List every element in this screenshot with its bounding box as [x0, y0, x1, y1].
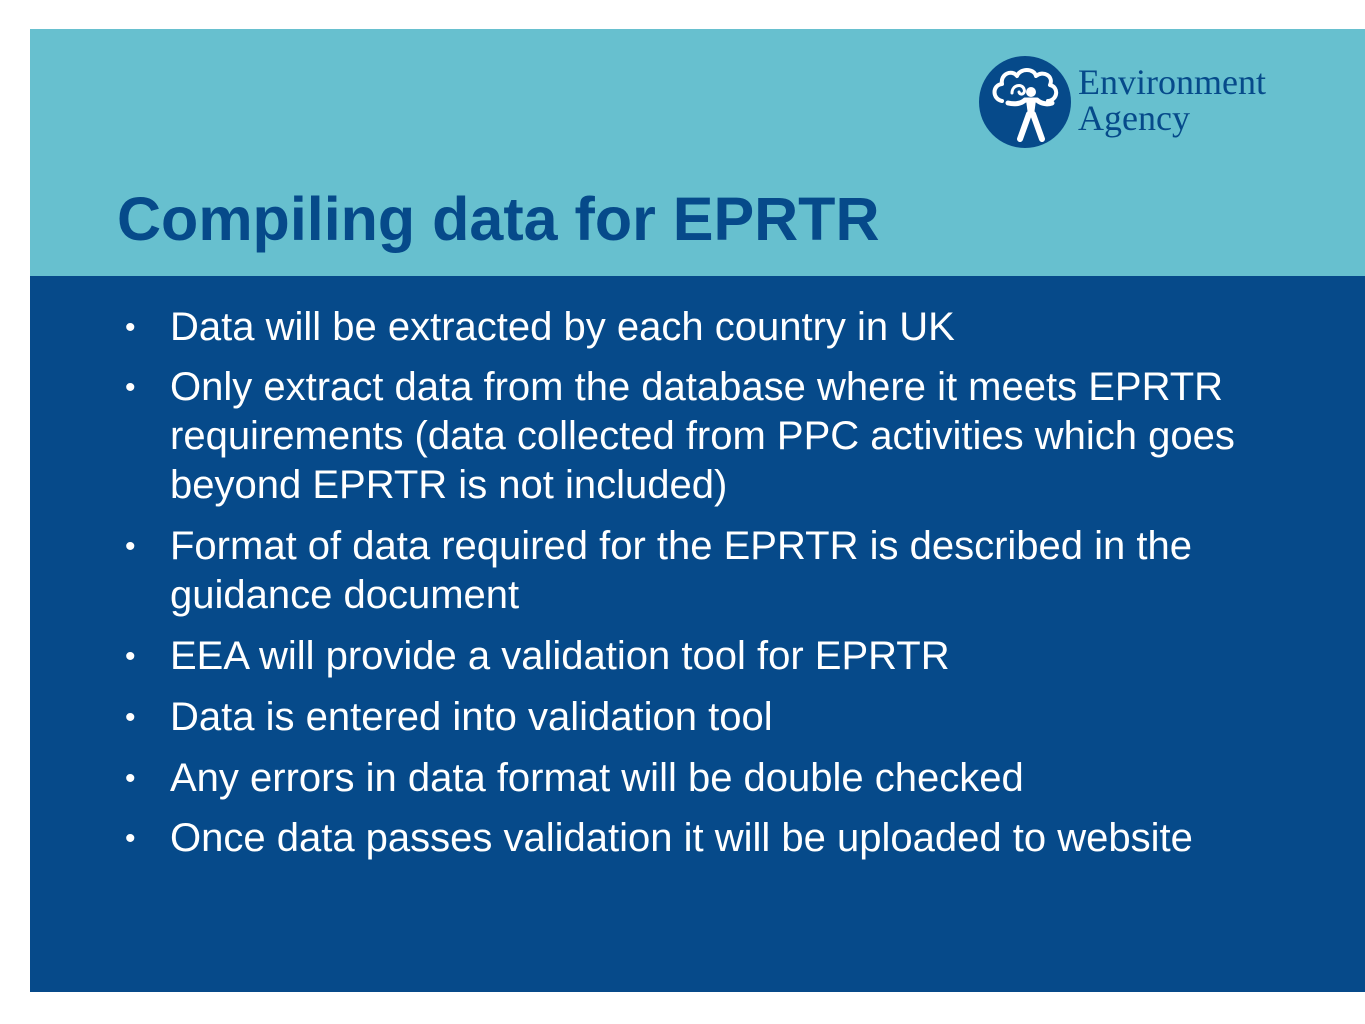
- bullet-dot-icon: •: [125, 530, 136, 563]
- bullet-dot-icon: •: [125, 311, 136, 344]
- bullet-dot-icon: •: [125, 822, 136, 855]
- bullet-text: Format of data required for the EPRTR is described in the guidance document: [170, 524, 1192, 617]
- logo-line-2: Agency: [1078, 98, 1190, 138]
- bullet-text: Only extract data from the database where it meets EPRTR requirements (data collected from PPC activities which goes beyond EPRTR is not included): [170, 365, 1235, 507]
- bullet-dot-icon: •: [125, 640, 136, 673]
- logo-line-1: Environment: [1078, 62, 1266, 102]
- tree-person-icon: [978, 55, 1072, 149]
- bullet-dot-icon: •: [125, 371, 136, 404]
- slide: [30, 29, 1365, 992]
- bullet-dot-icon: •: [125, 701, 136, 734]
- slide-title: Compiling data for EPRTR: [117, 185, 880, 253]
- bullet-text: Any errors in data format will be double checked: [170, 756, 1024, 800]
- bullet-text: EEA will provide a validation tool for EPRTR: [170, 634, 950, 678]
- bullet-text: Data will be extracted by each country in UK: [170, 305, 955, 349]
- bullet-text: Once data passes validation it will be uploaded to website: [170, 816, 1193, 860]
- environment-agency-logo: [978, 55, 1318, 151]
- bullet-text: Data is entered into validation tool: [170, 695, 773, 739]
- bullet-dot-icon: •: [125, 762, 136, 795]
- logo-wordmark: [1078, 64, 1266, 136]
